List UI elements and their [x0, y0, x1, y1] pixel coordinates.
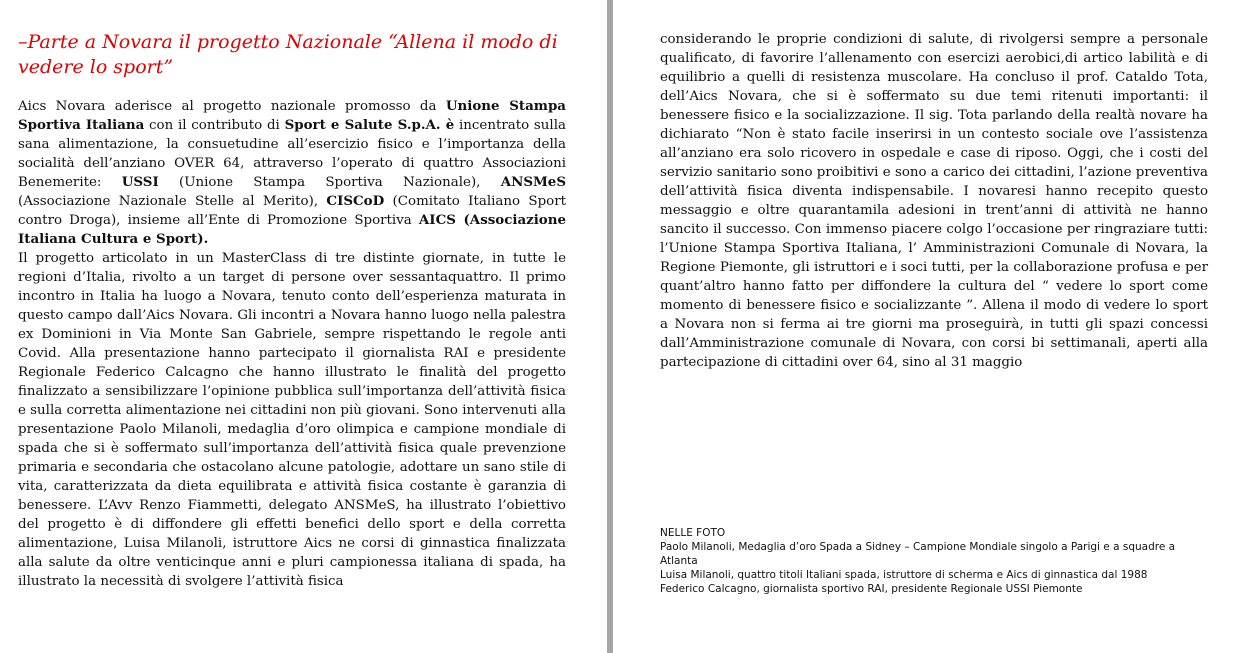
left-paragraph-2: Il progetto articolato in un MasterClass di tre distinte giornate, in tutte le regioni d’Italia, rivolto a un target di persone over sessantaquattro. Il primo incontro in Italia ha luogo a Novara, tenuto conto dell’esperienza maturata in questo campo dall’Aics Novara. Gli incontri a Novara hanno luogo nella palestra ex Dominioni in Via Monte San Gabriele, sempre rispettando le regole anti Covid. Alla presentazione hanno partecipato il giornalista RAI e presidente Regionale Federico Calcagno che hanno illustrato le finalità del progetto finalizzato a sensibilizzare l’opinione pubblica sull’importanza dell’attività fisica e sulla corretta alimentazione nei cittadini non più giovani. Sono intervenuti alla presentazione Paolo Milanoli, medaglia d’oro olimpica e campione mondiale di spada che si è soffermato sull’importanza dell’attività fisica quale prevenzione primaria e secondaria che ostacolano alcune patologie, adottare un sano stile di vita, caratterizzata da dieta equilibrata e attività fisica costante è garanzia di benessere. L’Avv Renzo Fiammetti, delegato ANSMeS, ha illustrato l’obiettivo del progetto è di diffondere gli effetti benefici dello sport e della corretta alimentazione, Luisa Milanoli, istruttore Aics ne corsi di ginnastica finalizzata alla salute da oltre venticinque anni e pluri campionessa italiana di spada, ha illustrato la necessità di svolgere l’attività fisica [18, 251, 566, 589]
text-run: (Comitato Italiano Sport contro Droga), insieme all’Ente di Promozione Sportiva [18, 194, 566, 228]
bold-run: CISCoD [326, 193, 385, 209]
photo-caption: Paolo Milanoli, Medaglia d’oro Spada a Sidney – Campione Mondiale singolo a Parigi e a squadre a Atlanta [660, 541, 1176, 567]
bold-run: ANSMeS [500, 174, 566, 190]
photo-caption: Luisa Milanoli, quattro titoli Italiani spada, istruttore di scherma e Aics di ginnastica dal 1988 [660, 569, 1148, 581]
photo-captions [660, 526, 1215, 596]
bold-run: USSI [121, 174, 159, 190]
text-run: (Unione Stampa Sportiva Nazionale), [158, 175, 501, 190]
photo-caption: Federico Calcagno, giornalista sportivo RAI, presidente Regionale USSI Piemonte [660, 583, 1083, 595]
bold-run: Unione Stampa Sportiva Italiana [18, 98, 566, 133]
right-paragraph-1: considerando le proprie condizioni di salute, di rivolgersi sempre a personale qualificato, di favorire l’allenamento con esercizi aerobici,di artico labilità e di equilibrio a quelli di resistenza muscolare. Ha concluso il prof. Cataldo Tota, dell’Aics Novara, che si è soffermato su due temi ritenuti importanti: il benessere fisico e la socializzazione. Il sig. Tota parlando della realtà novare ha dichiarato “Non è stato facile inserirsi in un contesto sociale ove l’assistenza all’anziano era solo ricovero in ospedale e case di riposo. Oggi, che i costi del servizio sanitario sono proibitivi e sono a carico dei cittadini, l’azione preventiva dell’attività fisica diventa indispensabile. I novaresi hanno recepito questo messaggio e oltre quarantamila adesioni in trent’anni di attività ne hanno sancito il successo. Con immenso piacere colgo l’occasione per ringraziare tutti: l’Unione Stampa Sportiva Italiana, l’ Amministrazioni Comunale di Novara, la Regione Piemonte, gli istruttori e i soci tutti, per la collaborazione profusa e per quant’altro hanno fatto per diffondere la cultura del “ vedere lo sport come momento di benessere fisico e socializzante ”. Allena il modo di vedere lo sport a Novara non si ferma ai tre giorni ma proseguirà, in tutti gli spazi concessi dall’Amministrazione comunale di Novara, con corsi bi settimanali, aperti alla partecipazione di cittadini over 64, sino al 31 maggio [660, 32, 1208, 370]
left-paragraph-1 [18, 97, 566, 249]
text-run: Aics Novara aderisce al progetto nazionale promosso da [18, 99, 446, 114]
bold-run: Sport e Salute S.p.A. è [284, 117, 455, 133]
article-title: –Parte a Novara il progetto Nazionale “Allena il modo di vedere lo sport” [18, 31, 558, 78]
bold-run: . [203, 231, 209, 247]
photos-heading: NELLE FOTO [660, 527, 726, 539]
right-column-text [660, 30, 1208, 372]
bold-run: AICS (Associazione Italiana Cultura e Sport) [18, 212, 566, 247]
page-divider [607, 0, 613, 653]
left-column-text [18, 97, 566, 591]
text-run: con il contributo di [144, 118, 285, 133]
text-run: (Associazione Nazionale Stelle al Merito), [18, 194, 327, 209]
text-run: incentrato sulla sana alimentazione, la consuetudine all’esercizio fisico e l’importanza della socialità dell’anziano OVER 64, attraverso l’operato di quattro Associazioni Benemerite: [18, 118, 566, 190]
